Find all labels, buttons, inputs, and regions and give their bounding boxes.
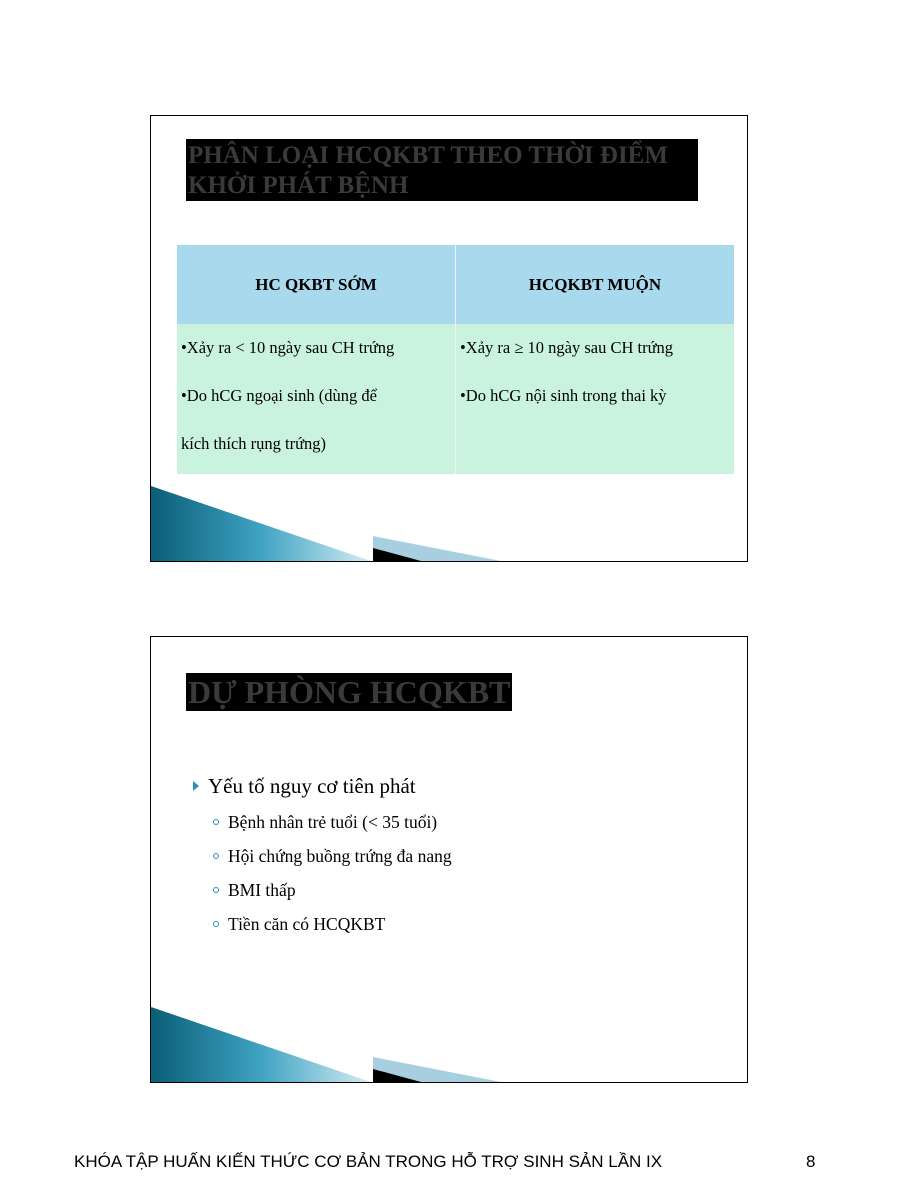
sub-bullet-text: BMI thấp [228,880,296,900]
cell-early-line: kích thích rụng trứng) [181,434,327,453]
sub-bullet-list [213,809,452,945]
slide-classification [150,115,748,562]
comparison-table [177,245,734,474]
circle-bullet-icon [213,921,219,927]
slide2-title: DỰ PHÒNG HCQKBT [188,674,511,710]
footer-text: KHÓA TẬP HUẤN KIẾN THỨC CƠ BẢN TRONG HỖ TRỢ SINH SẢN LẦN IX [74,1152,663,1171]
sub-bullet [213,809,452,843]
slide-prevention [150,636,748,1083]
cell-early-line: •Do hCG ngoại sinh (dùng để [181,386,377,405]
sub-bullet [213,877,452,911]
bullet-primary [193,774,416,799]
sub-bullet [213,843,452,877]
header-early: HC QKBT SỚM [177,245,456,324]
circle-bullet-icon [213,853,219,859]
cell-early [177,324,456,474]
corner-decoration [151,1007,748,1082]
slide1-title: PHÂN LOẠI HCQKBT THEO THỜI ĐIỂM KHỞI PHÁT BỆNH [186,139,698,201]
cell-late-line: •Do hCG nội sinh trong thai kỳ [460,386,667,405]
sub-bullet [213,911,452,945]
cell-late [456,324,735,474]
sub-bullet-text: Bệnh nhân trẻ tuổi (< 35 tuổi) [228,812,438,832]
sub-bullet-text: Tiền căn có HCQKBT [228,914,386,934]
circle-bullet-icon [213,887,219,893]
circle-bullet-icon [213,819,219,825]
sub-bullet-text: Hội chứng buồng trứng đa nang [228,846,452,866]
triangle-bullet-icon [193,781,199,791]
bullet-primary-text: Yếu tố nguy cơ tiên phát [208,774,416,798]
corner-decoration [151,486,748,561]
cell-late-line: •Xảy ra ≥ 10 ngày sau CH trứng [460,338,674,357]
header-late: HCQKBT MUỘN [456,245,735,324]
page-number: 8 [806,1152,816,1171]
cell-early-line: •Xảy ra < 10 ngày sau CH trứng [181,338,395,357]
